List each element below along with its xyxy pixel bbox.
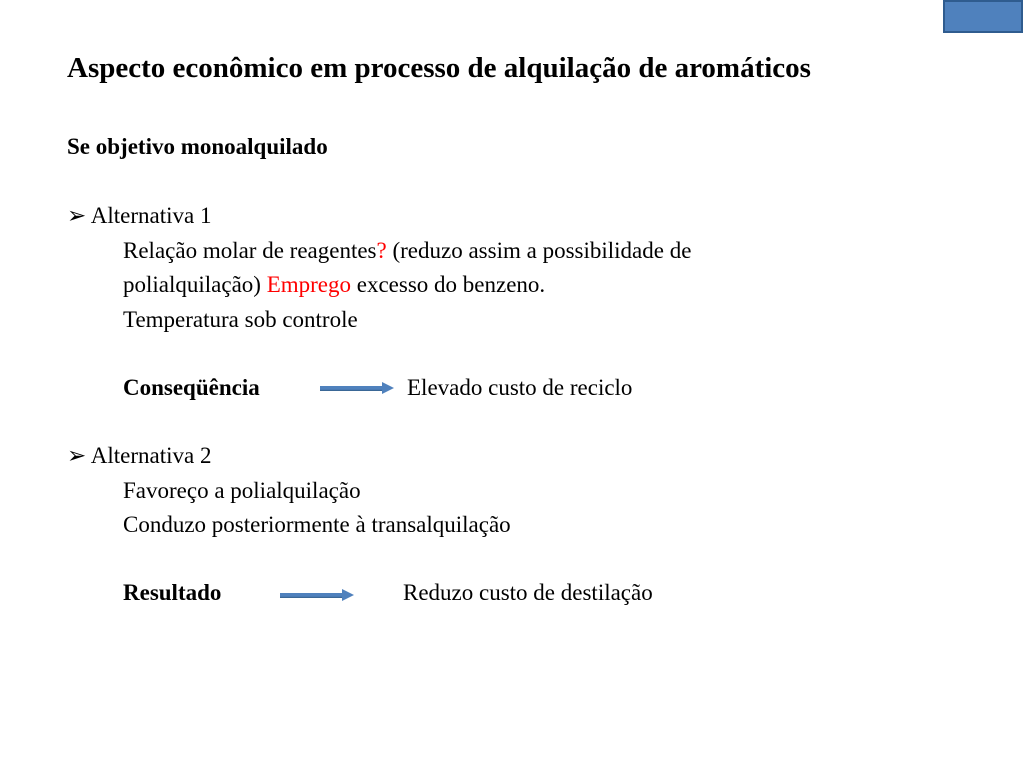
corner-decoration xyxy=(943,0,1023,33)
arrow-bullet-icon: ➢ xyxy=(67,443,87,468)
slide-title: Aspecto econômico em processo de alquilação de aromáticos xyxy=(67,52,811,84)
alt2-line-2: Conduzo posteriormente à transalquilação xyxy=(123,512,511,537)
consequencia-value: Elevado custo de reciclo xyxy=(407,375,633,400)
alt1-line1-highlight: ? xyxy=(376,238,387,263)
alt1-line1-text: Relação molar de reagentes xyxy=(123,238,377,263)
right-arrow-icon xyxy=(318,378,398,398)
right-arrow-icon xyxy=(278,585,358,605)
alt1-line-1 xyxy=(123,237,691,265)
alt1-line2-highlight: Emprego xyxy=(266,272,352,297)
alt1-line2-rest: excesso do benzeno. xyxy=(351,272,546,297)
alt1-line-2 xyxy=(123,271,545,299)
resultado-label: Resultado xyxy=(123,580,222,605)
alt2-line-1: Favoreço a polialquilação xyxy=(123,478,361,503)
resultado-value: Reduzo custo de destilação xyxy=(403,580,653,605)
alternativa-2-label: Alternativa 2 xyxy=(90,443,212,468)
alt1-line-3: Temperatura sob controle xyxy=(123,307,358,332)
slide-subtitle: Se objetivo monoalquilado xyxy=(67,134,328,159)
bullet-alternativa-2 xyxy=(67,442,211,470)
alt1-line2-text: polialquilação) xyxy=(123,272,267,297)
consequencia-label: Conseqüência xyxy=(123,375,260,400)
alternativa-1-label: Alternativa 1 xyxy=(90,203,212,228)
bullet-alternativa-1 xyxy=(67,202,211,230)
alt1-line1-rest: (reduzo assim a possibilidade de xyxy=(386,238,692,263)
arrow-bullet-icon: ➢ xyxy=(67,203,87,228)
